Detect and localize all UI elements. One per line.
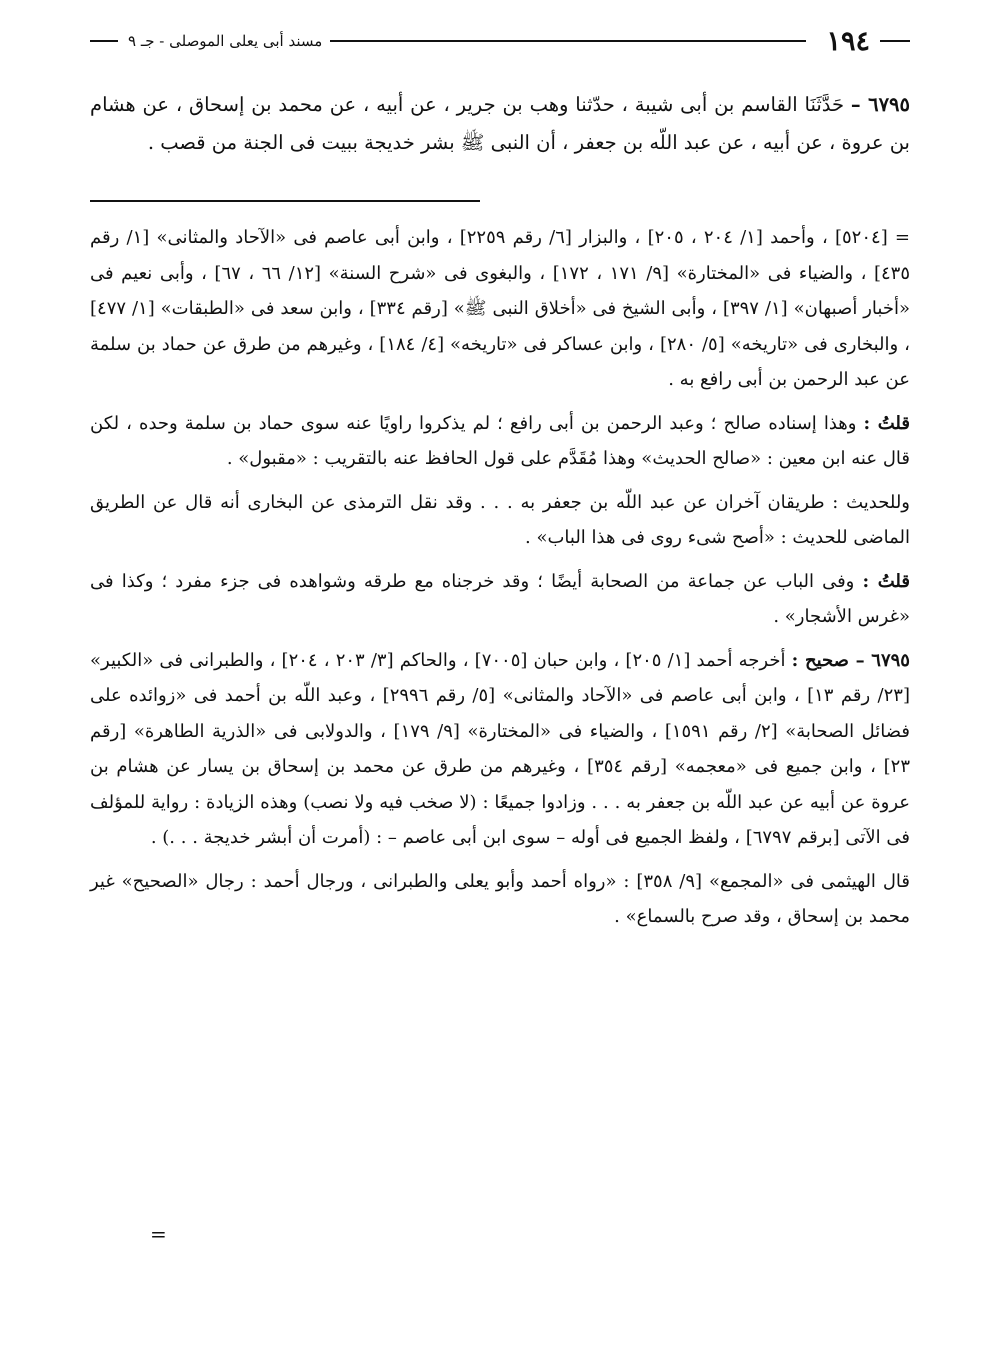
- continuation-mark: =: [150, 1222, 167, 1246]
- hadith-number: ٦٧٩٥ –: [850, 93, 910, 116]
- header-dash-left: [90, 40, 118, 42]
- hadith-body: حَدَّثَنَا القاسم بن أبى شيبة ، حدّثنا وهب بن جرير ، عن أبيه ، عن محمد بن إسحاق ، عن هشام بن عروة ، عن أبيه ، عن عبد اللّه بن جعفر ، أن النبى ﷺ بشر خديجة ببيت فى الجنة من قصب .: [90, 93, 910, 154]
- qultu-label: قلتُ :: [862, 570, 910, 592]
- running-header: [90, 18, 910, 64]
- footnote-hadith-6795: [90, 643, 910, 856]
- footnote-other-routes: وللحديث : طريقان آخران عن عبد اللّه بن جعفر به . . . وقد نقل الترمذى عن البخارى أنه قال عن الطريق الماضى للحديث : «أصح شىء روى فى هذا الباب» .: [90, 491, 910, 548]
- page-number: ١٩٤: [826, 25, 870, 57]
- qultu-label: قلتُ :: [863, 412, 910, 434]
- header-rule: [330, 40, 806, 42]
- footnote-comment-1: [90, 406, 910, 477]
- book-page: [90, 18, 910, 943]
- footnotes: [90, 220, 910, 935]
- hadith-text: [90, 86, 910, 162]
- footnote-takhrij-continued: = [٥٢٠٤] ، وأحمد [١/ ٢٠٤ ، ٢٠٥] ، والبزار [٦/ رقم ٢٢٥٩] ، وابن أبى عاصم فى «الآحاد والمثانى» [١/ رقم ٤٣٥] ، والضياء فى «المختارة» [٩/ ١٧١ ، ١٧٢] ، والبغوى فى «شرح السنة» [١٢/ ٦٦ ، ٦٧] ، وأبى نعيم فى «أخبار أصبهان» [١/ ٣٩٧] ، وأبى الشيخ فى «أخلاق النبى ﷺ» [رقم ٣٣٤] ، وابن سعد فى «الطبقات» [١/ ٤٧٧] ، والبخارى فى «تاريخه» [٥/ ٢٨٠] ، وابن عساكر فى «تاريخه» [٤/ ١٨٤] ، وغيرهم من طرق عن حماد بن سلمة عن عبد الرحمن بن أبى رافع به .: [90, 227, 911, 390]
- grading-label: ٦٧٩٥ – صحيح :: [791, 649, 910, 671]
- comment-1-text: وهذا إسناده صالح ؛ وعبد الرحمن بن أبى رافع ؛ لم يذكروا راويًا عنه سوى حماد بن سلمة وحده ، لكن قال عنه ابن معين : «صالح الحديث» وهذا مُقَدَّم على قول الحافظ عنه بالتقريب : «مقبول» .: [90, 412, 910, 469]
- footnote-haythami: قال الهيثمى فى «المجمع» [٩/ ٣٥٨] : «رواه أحمد وأبو يعلى والطبرانى ، ورجال أحمد : رجال «الصحيح» غير محمد بن إسحاق ، وقد صرح بالسماع» .: [90, 870, 910, 927]
- grading-text: أخرجه أحمد [١/ ٢٠٥] ، وابن حبان [٧٠٠٥] ، والحاكم [٣/ ٢٠٣ ، ٢٠٤] ، والطبرانى فى «الكبير» [٢٣/ رقم ١٣] ، وابن أبى عاصم فى «الآحاد والمثانى» [٥/ رقم ٢٩٩٦] ، وعبد اللّه بن أحمد فى «زوائده على فضائل الصحابة» [٢/ رقم ١٥٩١] ، والضياء فى «المختارة» [٩/ ١٧٩] ، والدولابى فى «الذرية الطاهرة» [رقم ٢٣] ، وابن جميع فى «معجمه» [رقم ٣٥٤] ، وغيرهم من طرق عن محمد بن إسحاق بن يسار عن هشام بن عروة عن أبيه عن عبد اللّه بن جعفر به . . . وزادوا جميعًا : (لا صخب فيه ولا نصب) وهذه الزيادة : رواية للمؤلف فى الآتى [برقم ٦٧٩٧] ، ولفظ الجميع فى أوله – سوى ابن أبى عاصم – : (أمرت أن أبشر خديجة . . .) .: [90, 649, 910, 848]
- header-dash-right: [880, 40, 910, 42]
- comment-2-text: وفى الباب عن جماعة من الصحابة أيضًا ؛ وقد خرجناه مع طرقه وشواهده فى جزء مفرد ؛ وكذا فى «غرس الأشجار» .: [90, 570, 910, 627]
- footnote-separator: [90, 200, 480, 202]
- footnote-comment-2: [90, 564, 910, 635]
- running-title: مسند أبى يعلى الموصلى - جـ ٩: [128, 32, 323, 50]
